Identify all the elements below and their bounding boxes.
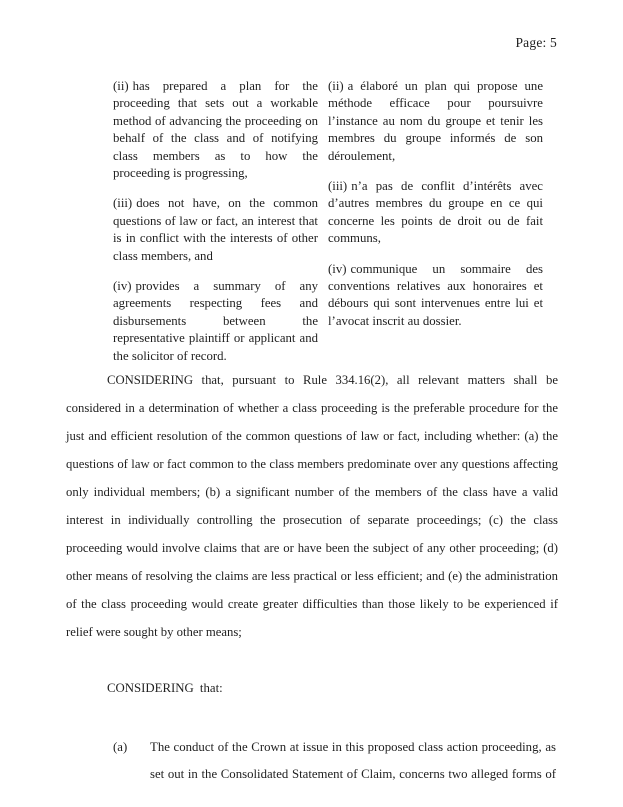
list-item-marker: (a) [113, 740, 128, 754]
clause-text: n’a pas de conflit d’intérêts avec d’autres membres du groupe en ce qui concerne les points de droit ou de fait communs, [328, 179, 543, 246]
clause-marker: (iv) [328, 261, 347, 276]
clause-text: communique un sommaire des conventions relatives aux honoraires et débours qui sont intervenues entre lui et l’avocat inscrit au dossier. [328, 261, 543, 328]
clause-item-fr-iv [328, 261, 543, 331]
clause-text: provides a summary of any agreements respecting fees and disbursements between the representative plaintiff or applicant and the solicitor of record. [113, 279, 318, 363]
clause-marker: (ii) [328, 79, 344, 93]
list-item-a [66, 734, 558, 788]
clause-marker: (ii) [113, 79, 129, 93]
clause-marker: (iii) [328, 179, 348, 194]
considering-rule-paragraph: CONSIDERING that, pursuant to Rule 334.16(2), all relevant matters shall be considered in a determination of whether a class proceeding is the preferable procedure for the just and efficient resolution of the common questions of law or fact, including whether: (a) the questions of law or fact common to the class members predominate over any questions affecting only individual members; (b) a significant number of the members of the class have a valid interest in individually controlling the prosecution of separate proceedings; (c) the class proceeding would involve claims that are or have been the subject of any other proceeding; (d) other means of resolving the claims are less practical or less efficient; and (e) the administration of the class proceeding would create greater difficulties than those likely to be experienced if relief were sought by other means; [66, 373, 558, 639]
clause-text: does not have, on the common questions of law or fact, an interest that is in conflict with the interests of other class members, and [113, 196, 318, 263]
clause-text: a élaboré un plan qui propose une méthode efficace pour poursuivre l’instance au nom du groupe et tenir les membres du groupe informés de son déroulement, [328, 79, 543, 163]
clause-item-en-ii [113, 78, 318, 182]
clause-item-en-iv [113, 278, 318, 365]
considering-that-heading: CONSIDERING that: [107, 681, 223, 695]
french-clauses-column [328, 78, 543, 378]
clause-marker: (iv) [113, 279, 132, 294]
clause-text: has prepared a plan for the proceeding that sets out a workable method of advancing the proceeding on behalf of the class and of notifying class members as to how the proceeding is progressing, [113, 79, 318, 181]
clause-marker: (iii) [113, 196, 133, 211]
clause-item-fr-iii [328, 178, 543, 248]
page-number-label: Page: 5 [515, 35, 557, 50]
clause-item-en-iii [113, 195, 318, 265]
list-item-text: The conduct of the Crown at issue in this proposed class action proceeding, as set out in the Consolidated Statement of Claim, concerns two alleged forms of [150, 740, 556, 781]
english-clauses-column [113, 78, 318, 378]
clause-item-fr-ii [328, 78, 543, 165]
bilingual-clauses [113, 78, 543, 378]
